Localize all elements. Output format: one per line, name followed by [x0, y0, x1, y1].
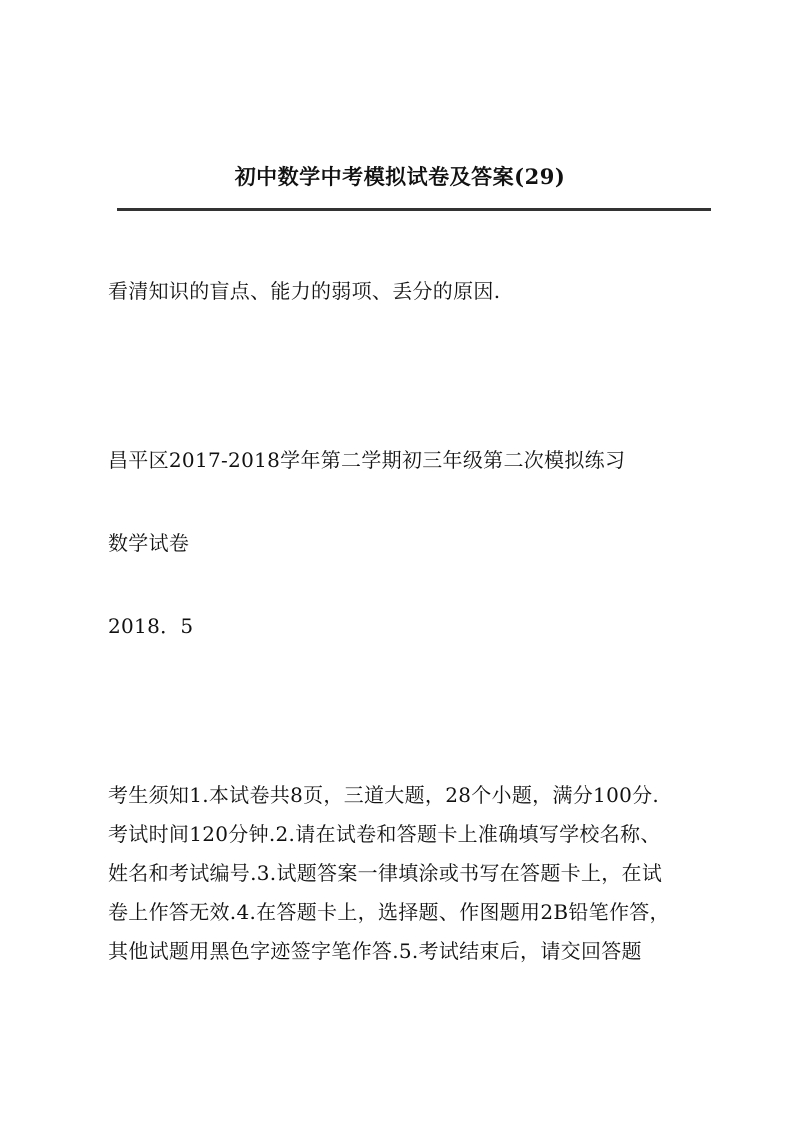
exam-header: 昌平区2017-2018学年第二学期初三年级第二次模拟练习 — [108, 448, 626, 472]
notice-line: 考生须知1.本试卷共8页，三道大题，28个小题，满分100分. — [108, 783, 660, 807]
exam-date: 2018．5 — [108, 614, 194, 638]
notice-line: 考试时间120分钟.2.请在试卷和答题卡上准确填写学校名称、 — [108, 822, 661, 846]
notice-line: 姓名和考试编号.3.试题答案一律填涂或书写在答题卡上，在试 — [108, 861, 663, 885]
document-title: 初中数学中考模拟试卷及答案(29) — [234, 164, 566, 189]
title-divider — [117, 208, 711, 211]
subject-title: 数学试卷 — [108, 531, 190, 555]
examinee-notice — [108, 776, 708, 971]
intro-text: 看清知识的盲点、能力的弱项、丢分的原因. — [108, 279, 501, 303]
notice-line: 卷上作答无效.4.在答题卡上，选择题、作图题用2B铅笔作答， — [108, 900, 670, 924]
notice-line: 其他试题用黑色字迹签字笔作答.5.考试结束后，请交回答题 — [108, 939, 642, 963]
